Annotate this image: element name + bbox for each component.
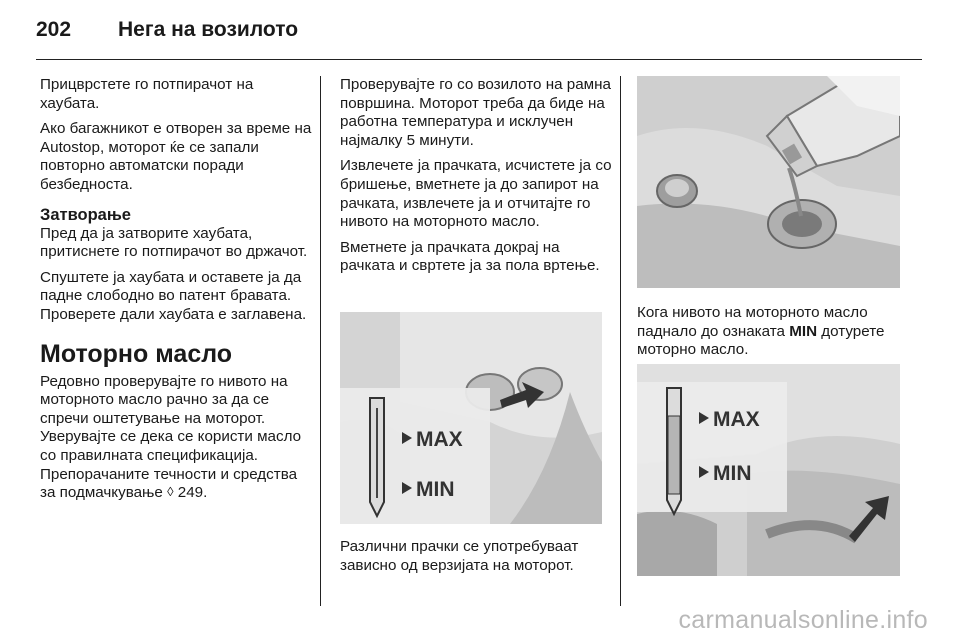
column-divider-1: [320, 76, 321, 606]
column-divider-2: [620, 76, 621, 606]
paragraph: Прицврстете го потпирачот на хаубата.: [40, 76, 254, 112]
page-number: 202: [36, 18, 72, 41]
page-header: [36, 14, 926, 50]
paragraph: Извлечете ја прачката, исчистете ја со бришење, вметнете ја до запирот на рачката, извлечете ја и отчитајте го нивото на моторното масло.: [340, 157, 612, 231]
caption-text: Кога нивото на моторното масло паднало до ознаката: [637, 304, 868, 340]
min-label: MIN: [416, 478, 455, 501]
paragraph: Ако багажникот е отворен за време на Autostop, моторот ќе се запали повторно автоматски поради безбедноста.: [40, 120, 312, 193]
section-heading-engine-oil: Моторно масло: [40, 339, 233, 368]
watermark: carmanualsonline.info: [678, 606, 928, 634]
caption-min-mark: MIN: [789, 322, 818, 340]
engine-dipstick-figure: [637, 364, 900, 576]
min-label: MIN: [713, 462, 752, 485]
paragraph: Пред да ја затворите хаубата, притиснете го потпирачот во држачот.: [40, 224, 308, 261]
engine-dipstick-illustration: [637, 364, 900, 576]
dipstick-illustration: [340, 312, 602, 524]
figure-caption-dipstick: Различни прачки се употребуваат зависно од верзијата на моторот.: [340, 538, 579, 574]
dipstick-figure: [340, 312, 602, 524]
header-rule: [36, 59, 922, 60]
column-1: [40, 76, 312, 510]
section-subheading-closing: Затворање: [40, 205, 131, 224]
page-title: Нега на возилото: [118, 18, 299, 41]
max-label: MAX: [713, 408, 760, 431]
paragraph: Спуштете ја хаубата и оставете ја да падне слободно во патент бравата. Проверете дали хаубата е заглавена.: [40, 268, 307, 323]
caption-text: дотурете моторно масло.: [637, 322, 885, 359]
paragraph: [40, 373, 312, 503]
page-reference: 249.: [177, 484, 208, 502]
max-label: MAX: [416, 428, 463, 451]
figure-caption-oil-level: [637, 304, 905, 360]
page-reference-icon: ◊: [167, 484, 174, 500]
oil-filling-figure: [637, 76, 900, 288]
oil-filling-illustration: [637, 76, 900, 288]
paragraph-text: Редовно проверувајте го нивото на моторното масло рачно за да се спречи оштетување на моторот. Уверувајте се дека се користи масло со правилната спецификација. Препорачаните течности и средства за подмачкување: [40, 372, 302, 502]
paragraph: Вметнете ја прачката докрај на рачката и свртете ја за пола вртење.: [340, 238, 600, 275]
column-2: [340, 76, 612, 283]
paragraph: Проверувајте го со возилото на рамна површина. Моторот треба да биде на работна температура и исклучен најмалку 5 минути.: [340, 76, 611, 149]
